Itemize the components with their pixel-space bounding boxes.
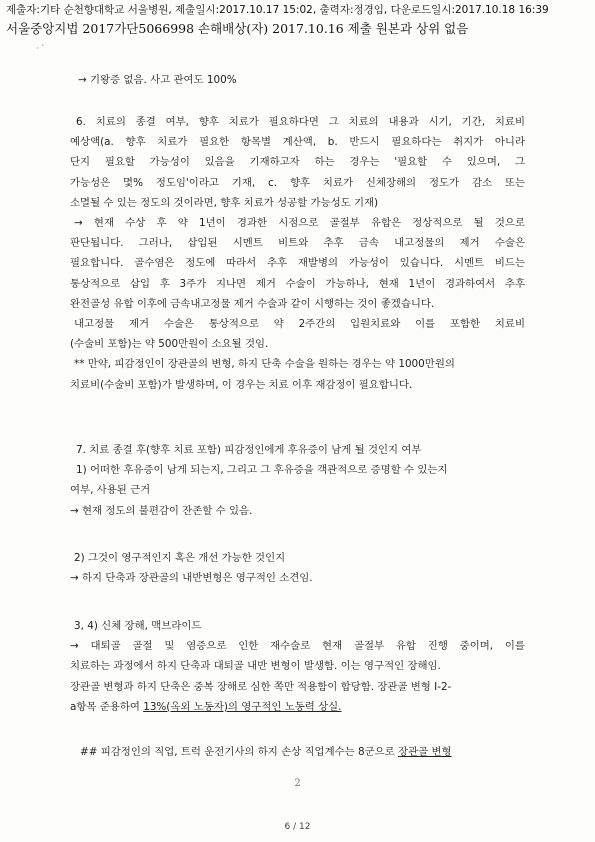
text-line: 소멸될 수 있는 정도의 것이라면, 향후 치료가 성공할 가능성도 기재) (70, 196, 379, 209)
occupation-note (70, 742, 525, 762)
text-line: ** 만약, 피감정인이 장관골의 변형, 하지 단축 수술을 원하는 경우는 약 1000만원의 (74, 358, 455, 371)
document-body (70, 70, 525, 90)
text-line: → 하지 단축과 장관골의 내반변형은 영구적인 소견임. (70, 572, 313, 585)
text-line: (수술비 포함)는 약 500만원이 소요될 것임. (70, 338, 269, 351)
case-watermark-line: 서울중앙지법 2017가단5066998 손해배상(자) 2017.10.16 제출 원본과 상위 없음 (6, 21, 469, 36)
text-line: 여부, 사용된 근거 (70, 484, 151, 497)
text-line: 치료하는 과정에서 하지 단축과 대퇴골 내반 변형이 발생함. 이는 영구적인 장해임. (70, 660, 441, 673)
text-line: ## 피감정인의 직업, 트럭 운전기사의 하지 손상 직업계수는 8군으로 장관골 변형 (80, 746, 452, 758)
text-line: 판단됩니다. 그러나, 삽입된 시멘트 비트와 추후 금속 내고정물의 제거 수술은 (70, 237, 525, 250)
text-line: → 현재 정도의 불편감이 잔존할 수 있음. (70, 504, 253, 517)
underlined-text: 13%(옥외 노동자)의 영구적인 노동력 상실. (143, 700, 342, 713)
text-line: 가능성은 몇% 정도임'이라고 기재, c. 향후 치료가 신체장해의 정도가 감소 또는 (70, 176, 525, 189)
text-line: 완전골성 유합 이후에 금속내고정물 제거 수술과 같이 시행하는 것이 좋겠습니다. (70, 297, 435, 310)
text-line: 단지 필요할 가능성이 있음을 기재하고자 하는 경우는 '필요할 수 있으며, 그 (70, 156, 525, 169)
scan-speck: · ` (36, 44, 46, 53)
text-line: 예상액(a. 향후 치료가 필요한 항목별 계산액, b. 반드시 필요하다는 취지가 아니라 (70, 136, 525, 149)
text-line: 3, 4) 신체 장해, 맥브라이드 (74, 620, 202, 632)
text-line: 2) 그것이 영구적인지 혹은 개선 가능한 것인지 (74, 552, 286, 564)
underlined-text: 장관골 변형 (398, 746, 452, 758)
text-line: a항목 준용하여 13%(옥외 노동자)의 영구적인 노동력 상실. (70, 700, 342, 713)
page-number: 2 (294, 778, 301, 789)
text-line: 7. 치료 종결 후(향후 치료 포함) 피감정인에게 후유증이 남게 될 것인지 여부 (76, 444, 422, 456)
section-7-34 (70, 616, 525, 717)
text-line: 내고정물 제거 수술은 통상적으로 약 2주간의 입원치료와 이를 포함한 치료비 (74, 318, 525, 331)
text-line: 필요합니다. 골수염은 정도에 따라서 추후 재발병의 가능성이 있습니다. 시멘트 비드는 (70, 257, 525, 270)
text-line: 1) 어떠한 후유증이 남게 되는지, 그리고 그 후유증을 객관적으로 증명할 수 있는지 (76, 464, 448, 477)
page-counter: 6 / 12 (284, 822, 311, 832)
section-7-2 (70, 548, 525, 588)
text-line: 통상적으로 삽입 후 3주가 지나면 제거 수술이 가능하나, 현재 1년이 경과하여서 추후 (70, 277, 525, 290)
text-line: 6. 치료의 종결 여부, 향후 치료가 필요하다면 그 치료의 내용과 시기, 기간, 치료비 (76, 116, 525, 128)
section-6 (70, 112, 525, 395)
text-line: 치료비(수술비 포함)가 발생하며, 이 경우는 치료 이후 재감정이 필요합니다. (70, 378, 413, 391)
text-line: 장관골 변형과 하지 단축은 중복 장해로 심한 쪽만 적용함이 합당함. 장관골 변형 I-2- (70, 680, 452, 693)
text-line: → 대퇴골 골절 및 염증으로 인한 재수술로 현재 골절부 유합 진행 중이며, 이를 (70, 640, 525, 653)
submission-info: 제출자:기타 순천향대학교 서울병원, 제출일시:2017.10.17 15:02, 출력자:정경임, 다운로드일시:2017.10.18 16:39 (6, 4, 549, 16)
text-line: → 기왕증 없음. 사고 관여도 100% (78, 74, 237, 86)
section-7 (70, 440, 525, 521)
text-line: → 현재 수상 후 약 1년이 경과한 시점으로 골절부 유합은 정상적으로 될 것으로 (74, 217, 525, 230)
